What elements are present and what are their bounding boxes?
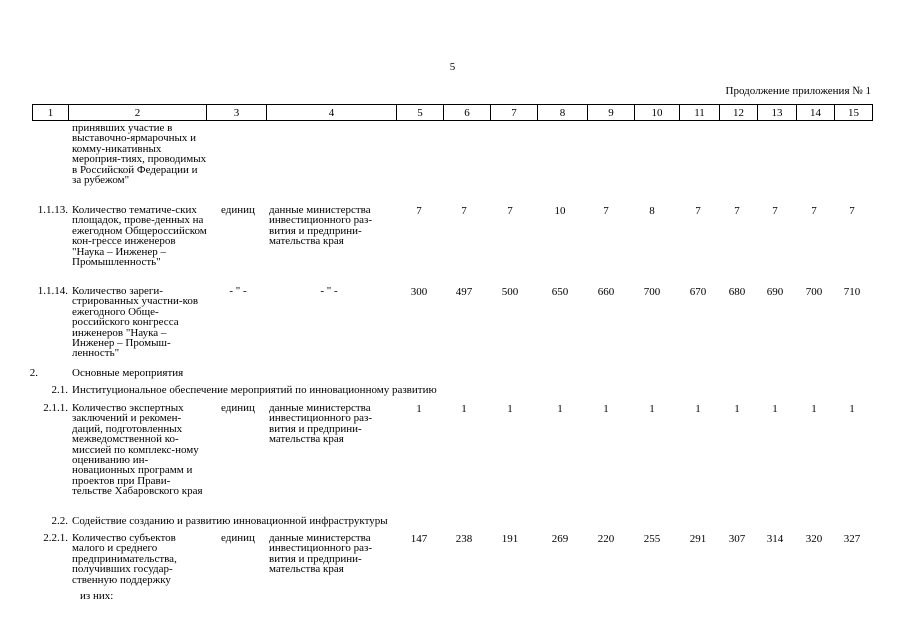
value-col-7: 500: [501, 286, 519, 298]
value-col-12: 680: [728, 286, 746, 298]
header-col-1: 1: [33, 105, 69, 121]
value-col-8: 10: [554, 205, 566, 217]
value-col-7: 1: [507, 403, 513, 415]
value-col-14: 700: [805, 286, 823, 298]
value-col-7: 7: [507, 205, 513, 217]
value-col-8: 650: [551, 286, 569, 298]
value-col-15: 7: [849, 205, 855, 217]
header-col-8: 8: [538, 105, 588, 121]
section-title: Институциональное обеспечение мероприятий по инновационному развитию: [72, 384, 437, 396]
data-source: - " -: [320, 285, 338, 297]
value-col-10: 1: [649, 403, 655, 415]
value-col-5: 300: [410, 286, 428, 298]
value-col-13: 7: [772, 205, 778, 217]
section-number: 2.2.: [51, 515, 68, 527]
value-col-11: 7: [695, 205, 701, 217]
value-col-6: 7: [461, 205, 467, 217]
value-col-10: 700: [643, 286, 661, 298]
page-number: 5: [449, 61, 456, 73]
unit: единиц: [221, 204, 255, 216]
section-number: 2.: [29, 367, 38, 379]
continuation-label: Продолжение приложения № 1: [725, 85, 871, 97]
value-col-5: 7: [416, 205, 422, 217]
value-col-12: 1: [734, 403, 740, 415]
value-col-10: 255: [643, 533, 661, 545]
section-number: 2.1.: [51, 384, 68, 396]
value-col-9: 220: [597, 533, 615, 545]
value-col-5: 1: [416, 403, 422, 415]
header-col-9: 9: [588, 105, 635, 121]
row-number: 2.2.1.: [43, 532, 68, 544]
value-col-8: 269: [551, 533, 569, 545]
sub-label: из них:: [80, 590, 114, 602]
header-col-7: 7: [491, 105, 538, 121]
row-number: 1.1.14.: [37, 285, 68, 297]
header-col-5: 5: [397, 105, 444, 121]
unit: единиц: [221, 402, 255, 414]
header-col-11: 11: [680, 105, 720, 121]
indicator-name: Количество экспертных заключений и рекомен-даций, подготовленных межведомственной ко-миссией по комплекс-ному оцениванию ин-новационных программ и проектов при Прави-тельстве Хабаровского края: [72, 402, 203, 498]
section-title: Содействие созданию и развитию инновационной инфраструктуры: [72, 515, 388, 527]
value-col-9: 7: [603, 205, 609, 217]
value-col-11: 291: [689, 533, 707, 545]
row-number: 1.1.13.: [37, 204, 68, 216]
header-col-14: 14: [797, 105, 835, 121]
value-col-11: 1: [695, 403, 701, 415]
value-col-9: 660: [597, 286, 615, 298]
indicator-name: Количество зареги-стрированных участни-ков ежегодного Обще-российского конгресса инженеров "Наука – Инженер – Промыш-ленность": [72, 285, 199, 360]
carryover-text: принявших участие в выставочно-ярмарочных и комму-никативных мероприя-тиях, проводимых в Российской Федерации и за рубежом": [72, 122, 207, 187]
indicator-name: Количество субъектов малого и среднего предпринимательства, получивших государ-ственную поддержку: [72, 532, 177, 586]
header-col-12: 12: [720, 105, 758, 121]
data-source: данные министерства инвестиционного раз-вития и предприни-мательства края: [269, 532, 373, 576]
indicator-name: Количество тематиче-ских площадок, прове-денных на ежегодном Общероссийском кон-грессе инженеров "Наука – Инженер – Промышленность": [72, 204, 207, 269]
value-col-15: 710: [843, 286, 861, 298]
value-col-13: 690: [766, 286, 784, 298]
value-col-12: 7: [734, 205, 740, 217]
header-col-10: 10: [635, 105, 680, 121]
header-col-4: 4: [267, 105, 397, 121]
header-col-15: 15: [835, 105, 873, 121]
value-col-13: 1: [772, 403, 778, 415]
unit: - " -: [229, 285, 247, 297]
header-col-3: 3: [207, 105, 267, 121]
value-col-13: 314: [766, 533, 784, 545]
data-source: данные министерства инвестиционного раз-вития и предприни-мательства края: [269, 402, 373, 446]
value-col-5: 147: [410, 533, 428, 545]
value-col-6: 1: [461, 403, 467, 415]
value-col-6: 497: [455, 286, 473, 298]
value-col-14: 1: [811, 403, 817, 415]
value-col-14: 320: [805, 533, 823, 545]
data-source: данные министерства инвестиционного раз-вития и предприни-мательства края: [269, 204, 373, 248]
table-header: [32, 104, 873, 121]
header-col-6: 6: [444, 105, 491, 121]
value-col-15: 1: [849, 403, 855, 415]
value-col-15: 327: [843, 533, 861, 545]
value-col-6: 238: [455, 533, 473, 545]
value-col-14: 7: [811, 205, 817, 217]
section-title: Основные мероприятия: [72, 367, 184, 379]
header-col-2: 2: [69, 105, 207, 121]
value-col-8: 1: [557, 403, 563, 415]
header-col-13: 13: [758, 105, 797, 121]
value-col-10: 8: [649, 205, 655, 217]
row-number: 2.1.1.: [43, 402, 68, 414]
value-col-9: 1: [603, 403, 609, 415]
value-col-12: 307: [728, 533, 746, 545]
value-col-7: 191: [501, 533, 519, 545]
unit: единиц: [221, 532, 255, 544]
value-col-11: 670: [689, 286, 707, 298]
